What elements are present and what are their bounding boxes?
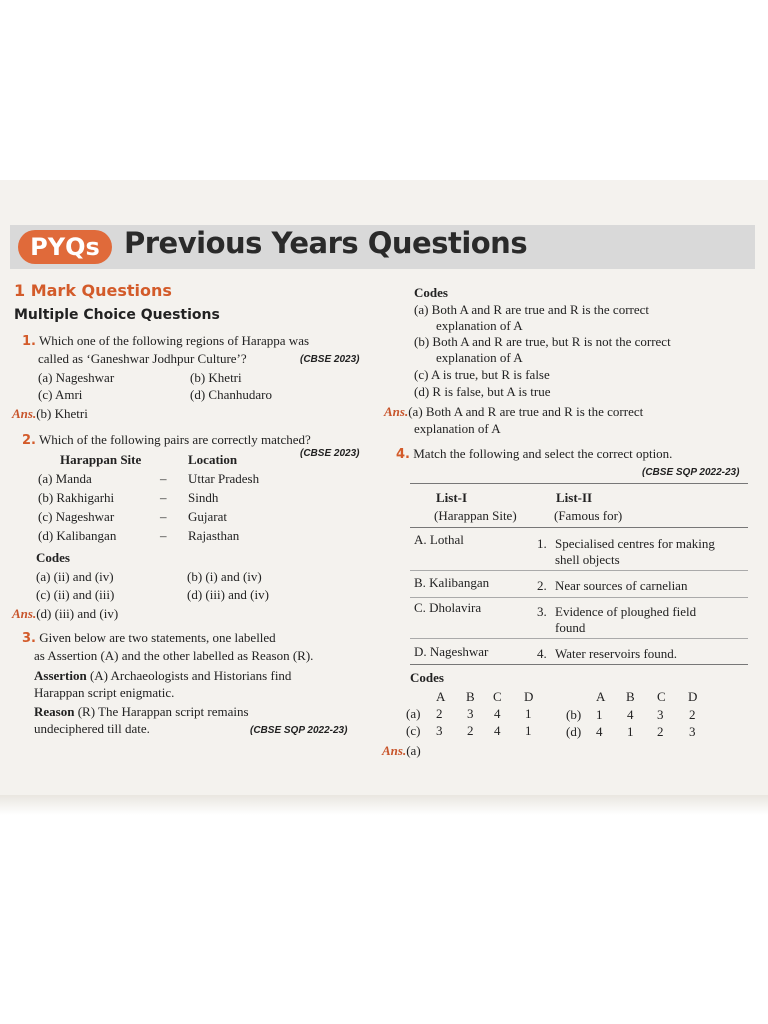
match-fact: Evidence of ploughed field (555, 604, 697, 619)
pair-dash: – (160, 509, 167, 524)
code-value: 2 (436, 706, 443, 721)
reason-line2: undeciphered till date. (34, 721, 150, 736)
code-value: 4 (494, 706, 501, 721)
code-head: D (688, 689, 698, 704)
option-a: (a) Both A and R are true and R is the correct (414, 302, 650, 317)
code-option-b: (b) (i) and (iv) (187, 569, 262, 584)
answer-text: (a) (406, 743, 421, 758)
code-value: 4 (494, 723, 501, 738)
table-row-rule (410, 570, 748, 571)
answer (382, 743, 421, 759)
code-value: 1 (525, 706, 532, 721)
code-value: 2 (657, 724, 664, 739)
code-head: B (466, 689, 475, 704)
code-option-d: (d) (iii) and (iv) (187, 587, 269, 602)
question-2 (22, 432, 311, 448)
option-a-line2: explanation of A (436, 318, 523, 333)
match-site: C. Dholavira (414, 600, 482, 615)
reason-text: (R) The Harappan script remains (77, 704, 249, 719)
code-head: A (436, 689, 446, 704)
answer-label: Ans. (384, 404, 409, 419)
codes-heading: Codes (36, 550, 70, 565)
match-site: B. Kalibangan (414, 575, 490, 590)
code-option-c-label: (c) (406, 723, 421, 738)
answer-label: Ans. (382, 743, 407, 758)
answer-label: Ans. (12, 406, 37, 421)
answer-label: Ans. (12, 606, 37, 621)
question-1 (22, 333, 309, 349)
code-value: 2 (689, 707, 696, 722)
table-row-rule (410, 597, 748, 598)
match-fact-line2: shell objects (555, 552, 620, 567)
answer-text: (b) Khetri (36, 406, 88, 421)
code-option-b-label: (b) (566, 707, 582, 722)
code-value: 1 (627, 724, 634, 739)
pair-dash: – (160, 471, 167, 486)
pair-location: Rajasthan (188, 528, 240, 543)
match-site: A. Lothal (414, 532, 464, 547)
code-option-a: (a) (ii) and (iv) (36, 569, 114, 584)
answer (384, 404, 643, 420)
question-3-line2: as Assertion (A) and the other labelled as Reason (R). (34, 648, 314, 663)
question-1-line2 (38, 351, 247, 367)
option-a: (a) Nageshwar (38, 370, 115, 385)
table-top-rule (410, 483, 748, 484)
list1-header: List-I (436, 490, 468, 505)
codes-heading: Codes (410, 670, 444, 685)
question-number: 4. (396, 447, 410, 462)
question-text: called as ‘Ganeshwar Jodhpur Culture’? (38, 351, 247, 366)
pair-site: (d) Kalibangan (38, 528, 117, 543)
option-b: (b) Both A and R are true, but R is not the correct (414, 334, 671, 349)
assertion (34, 668, 291, 684)
pair-location: Sindh (188, 490, 219, 505)
code-head: B (626, 689, 635, 704)
option-d: (d) R is false, but A is true (414, 384, 551, 399)
pair-dash: – (160, 528, 167, 543)
code-value: 1 (525, 723, 532, 738)
list1-subheader: (Harappan Site) (434, 508, 517, 523)
question-text: Match the following and select the correct option. (413, 446, 673, 461)
code-option-d-label: (d) (566, 724, 582, 739)
code-value: 4 (596, 724, 603, 739)
match-fact: Water reservoirs found. (555, 646, 678, 661)
match-fact: Specialised centres for making (555, 536, 715, 551)
table-row-rule (410, 638, 748, 639)
code-head: C (493, 689, 502, 704)
pair-site: (a) Manda (38, 471, 92, 486)
option-d: (d) Chanhudaro (190, 387, 272, 402)
table-header-rule (410, 527, 748, 528)
code-value: 3 (689, 724, 696, 739)
question-source: (CBSE SQP 2022-23) (642, 467, 740, 478)
code-option-c: (c) (ii) and (iii) (36, 587, 115, 602)
pair-location: Gujarat (188, 509, 227, 524)
question-3 (22, 630, 276, 646)
match-fact-line2: found (555, 620, 586, 635)
list2-subheader: (Famous for) (554, 508, 623, 523)
codes-heading: Codes (414, 285, 448, 300)
section-subtitle: Multiple Choice Questions (14, 307, 220, 323)
question-source: (CBSE SQP 2022-23) (250, 725, 348, 736)
code-value: 3 (657, 707, 664, 722)
option-c: (c) Amri (38, 387, 83, 402)
column-header-site: Harappan Site (60, 452, 142, 467)
page-title: Previous Years Questions (124, 226, 528, 260)
code-option-a-label: (a) (406, 706, 421, 721)
assertion-text: (A) Archaeologists and Historians find (89, 668, 292, 683)
reason-label: Reason (34, 704, 75, 719)
pair-site: (c) Nageshwar (38, 509, 115, 524)
question-text: Which of the following pairs are correctly matched? (39, 432, 311, 447)
reason (34, 704, 249, 720)
code-value: 2 (467, 723, 474, 738)
question-4 (396, 446, 672, 462)
code-value: 3 (436, 723, 443, 738)
answer (12, 606, 118, 622)
question-source: (CBSE 2023) (300, 354, 360, 365)
question-source: (CBSE 2023) (300, 448, 360, 459)
match-number: 3. (537, 604, 547, 619)
assertion-line2: Harappan script enigmatic. (34, 685, 175, 700)
pyqs-badge: PYQs (18, 230, 112, 264)
question-text: Given below are two statements, one labelled (39, 630, 276, 645)
option-c: (c) A is true, but R is false (414, 367, 550, 382)
page-edge (0, 795, 768, 815)
question-number: 2. (22, 433, 36, 448)
code-head: D (524, 689, 534, 704)
answer (12, 406, 88, 422)
question-text: Which one of the following regions of Harappa was (39, 333, 310, 348)
option-b-line2: explanation of A (436, 350, 523, 365)
match-number: 1. (537, 536, 547, 551)
pair-dash: – (160, 490, 167, 505)
match-number: 4. (537, 646, 547, 661)
pair-site: (b) Rakhigarhi (38, 490, 115, 505)
question-number: 3. (22, 631, 36, 646)
assertion-label: Assertion (34, 668, 87, 683)
code-value: 1 (596, 707, 603, 722)
code-head: C (657, 689, 666, 704)
option-b: (b) Khetri (190, 370, 242, 385)
match-number: 2. (537, 578, 547, 593)
match-site: D. Nageshwar (414, 644, 489, 659)
code-head: A (596, 689, 606, 704)
answer-text: (a) Both A and R are true and R is the correct (408, 404, 644, 419)
match-fact: Near sources of carnelian (555, 578, 688, 593)
section-title: 1 Mark Questions (14, 281, 172, 300)
pair-location: Uttar Pradesh (188, 471, 260, 486)
table-bottom-rule (410, 664, 748, 665)
answer-text: (d) (iii) and (iv) (36, 606, 119, 621)
code-value: 4 (627, 707, 634, 722)
list2-header: List-II (556, 490, 593, 505)
column-header-location: Location (188, 452, 238, 467)
question-number: 1. (22, 334, 36, 349)
code-value: 3 (467, 706, 474, 721)
answer-line2: explanation of A (414, 421, 501, 436)
